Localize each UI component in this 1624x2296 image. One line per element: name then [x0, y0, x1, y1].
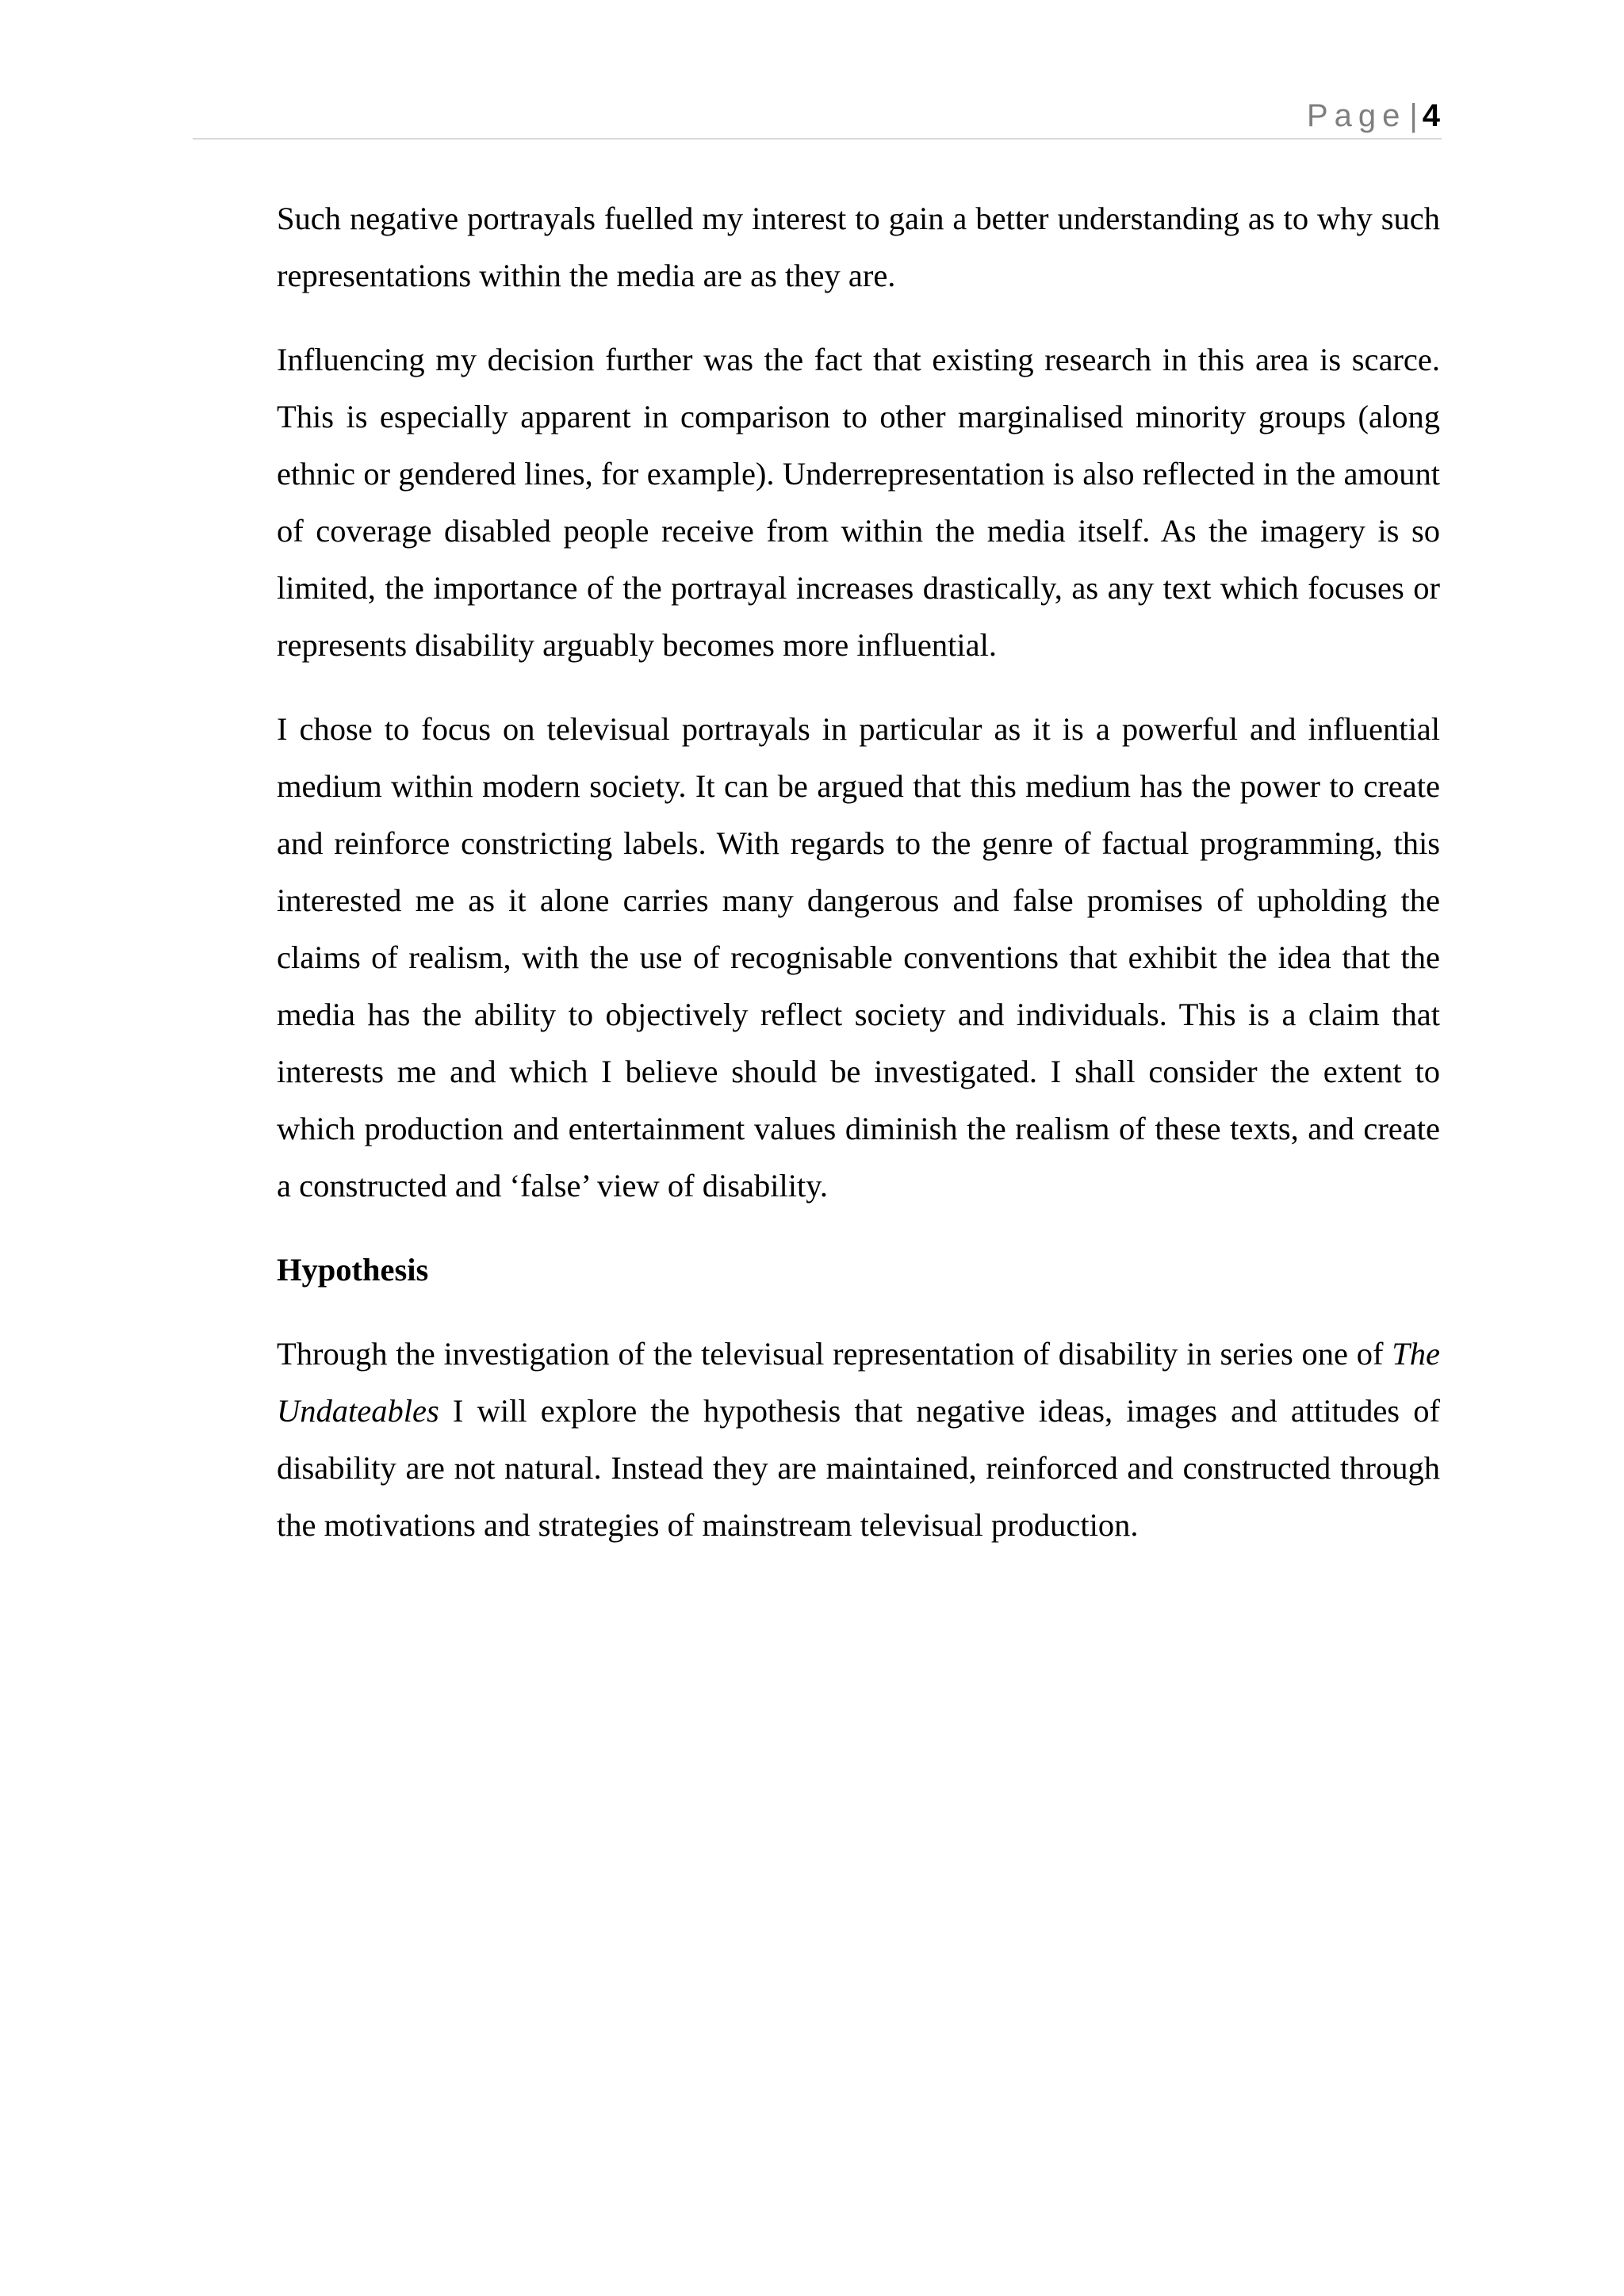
programme-title: The Undateables	[277, 1336, 1440, 1429]
paragraph-televisual-focus: I chose to focus on televisual portrayals in particular as it is a powerful and influential medium within modern society. It can be argued that this medium has the power to create and reinforce constricting labels. With regards to the genre of factual programming, this interested me as it alone carries many dangerous and false promises of upholding the claims of realism, with the use of recognisable conventions that exhibit the idea that the media has the ability to objectively reflect society and individuals. This is a claim that interests me and which I believe should be investigated. I shall consider the extent to which production and entertainment values diminish the realism of these texts, and create a constructed and ‘false’ view of disability.	[277, 711, 1440, 1203]
document-body	[277, 190, 1440, 1581]
hypothesis-text-end: I will explore the hypothesis that negative ideas, images and attitudes of disability are not natural. Instead they are maintained, reinforced and constructed through the motivations and strategies of mainstream televisual production.	[277, 1393, 1440, 1543]
hypothesis-text-start: Through the investigation of the televisual representation of disability in series one of	[277, 1336, 1392, 1372]
page-number: 4	[1422, 98, 1440, 133]
page-separator: |	[1409, 98, 1418, 133]
paragraph-motivation: Such negative portrayals fuelled my interest to gain a better understanding as to why such representations within the media are as they are.	[277, 201, 1440, 293]
paragraph-research-scarcity: Influencing my decision further was the fact that existing research in this area is scarce. This is especially apparent in comparison to other marginalised minority groups (along ethnic or gendered lines, for example). Underrepresentation is also reflected in the amount of coverage disabled people receive from within the media itself. As the imagery is so limited, the importance of the portrayal increases drastically, as any text which focuses or represents disability arguably becomes more influential.	[277, 342, 1440, 663]
section-heading-hypothesis: Hypothesis	[277, 1252, 429, 1288]
page-label: Page	[1306, 98, 1407, 133]
page-header	[193, 94, 1442, 140]
page-number-block	[1307, 94, 1440, 138]
paragraph-hypothesis	[277, 1326, 1440, 1554]
